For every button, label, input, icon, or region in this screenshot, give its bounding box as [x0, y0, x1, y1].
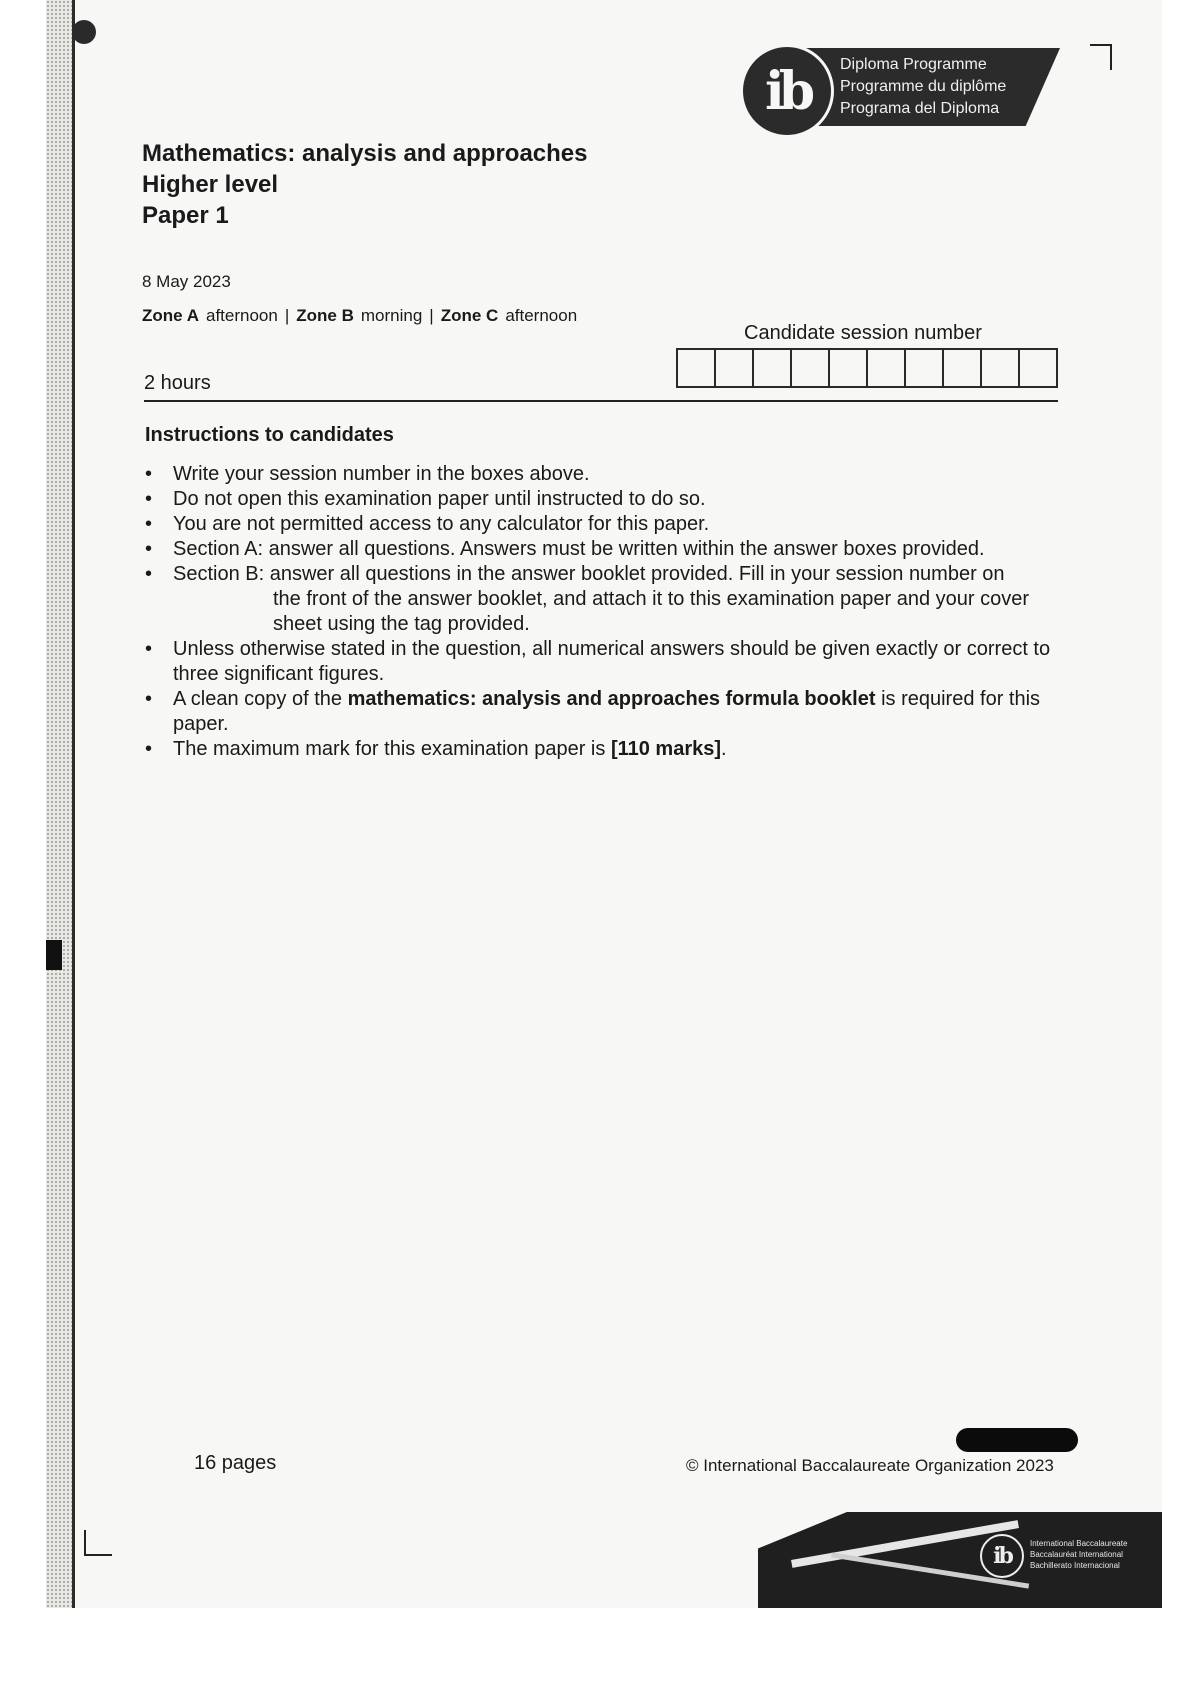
edge-marker	[46, 940, 62, 970]
zone-time: morning	[360, 306, 423, 325]
session-number-box[interactable]	[790, 348, 828, 388]
binding-line	[72, 0, 75, 1608]
list-item	[145, 462, 1065, 487]
session-number-box[interactable]	[942, 348, 980, 388]
exam-paper	[46, 0, 1162, 1608]
session-number-box[interactable]	[980, 348, 1018, 388]
candidate-session-boxes	[676, 348, 1058, 388]
list-item	[145, 537, 1065, 562]
logo-line: Programme du diplôme	[840, 78, 1007, 95]
level-title: Higher level	[142, 171, 279, 198]
instruction-text: Section A: answer all questions. Answers must be written within the answer boxes provided.	[173, 538, 985, 560]
instruction-text: A clean copy of the	[173, 688, 348, 710]
bullet: •	[145, 513, 153, 535]
instructions-heading: Instructions to candidates	[145, 424, 394, 446]
bullet: •	[145, 563, 153, 585]
bullet: •	[145, 638, 153, 660]
zone-separator: |	[429, 306, 434, 325]
session-number-box[interactable]	[828, 348, 866, 388]
footer-logo-line: Baccalauréat International	[1030, 1550, 1123, 1559]
page-count: 16 pages	[194, 1452, 277, 1474]
instruction-text: You are not permitted access to any calculator for this paper.	[173, 513, 710, 535]
zone-times	[142, 306, 577, 326]
crop-mark-bottom-left	[84, 1530, 112, 1556]
instruction-text: Section B: answer all questions in the answer booklet provided. Fill in your session number on	[173, 563, 1005, 585]
session-number-box[interactable]	[866, 348, 904, 388]
list-item	[145, 512, 1065, 537]
copyright-notice: © International Baccalaureate Organization 2023	[686, 1456, 1054, 1475]
zone-label: Zone A	[142, 306, 199, 325]
session-number-box[interactable]	[714, 348, 752, 388]
exam-date: 8 May 2023	[142, 272, 231, 291]
ib-diploma-logo	[740, 44, 1060, 136]
bullet: •	[145, 738, 153, 760]
zone-label: Zone B	[296, 306, 354, 325]
bullet: •	[145, 688, 153, 710]
list-item	[145, 637, 1065, 687]
perforated-edge	[46, 0, 72, 1608]
crop-mark-top-right	[1090, 44, 1112, 70]
list-item	[145, 737, 1065, 762]
list-item	[145, 562, 1065, 637]
paper-number: Paper 1	[142, 202, 229, 229]
instructions-list	[145, 462, 1065, 762]
session-number-box[interactable]	[752, 348, 790, 388]
bullet: •	[145, 488, 153, 510]
instruction-continuation: sheet using the tag provided.	[273, 613, 530, 635]
bullet: •	[145, 463, 153, 485]
instruction-text: Do not open this examination paper until instructed to do so.	[173, 488, 706, 510]
header-rule	[144, 400, 1058, 402]
formula-booklet-name: mathematics: analysis and approaches formula booklet	[347, 688, 876, 710]
instruction-text: is required for this paper.	[173, 688, 1041, 735]
candidate-session-label: Candidate session number	[744, 322, 982, 344]
logo-text	[840, 54, 1006, 120]
zone-label: Zone C	[440, 306, 499, 325]
session-number-box[interactable]	[1018, 348, 1058, 388]
ib-logo-icon: ib	[740, 44, 834, 138]
ib-footer-logo-icon: ib	[980, 1534, 1024, 1578]
instruction-text: .	[721, 738, 727, 760]
list-item	[145, 687, 1065, 737]
session-number-box[interactable]	[904, 348, 942, 388]
redaction-mark	[956, 1428, 1078, 1452]
logo-line: Diploma Programme	[840, 56, 987, 73]
session-number-box[interactable]	[676, 348, 714, 388]
footer-logo-line: International Baccalaureate	[1030, 1539, 1128, 1548]
bullet: •	[145, 538, 153, 560]
zone-time: afternoon	[505, 306, 578, 325]
zone-time: afternoon	[205, 306, 278, 325]
max-mark-value: [110 marks]	[610, 738, 722, 760]
footer-logo-text	[1030, 1538, 1127, 1571]
logo-line: Programa del Diploma	[840, 100, 1000, 117]
instruction-text: Unless otherwise stated in the question, all numerical answers should be given exactly or correct to three significant figures.	[173, 638, 1051, 685]
subject-title: Mathematics: analysis and approaches	[142, 140, 588, 167]
staple-pin-icon	[72, 20, 96, 44]
instruction-continuation: the front of the answer booklet, and attach it to this examination paper and your cover	[273, 588, 1030, 610]
zone-separator: |	[284, 306, 290, 325]
exam-duration: 2 hours	[144, 372, 211, 394]
instruction-text: Write your session number in the boxes above.	[173, 463, 590, 485]
footer-logo-line: Bachillerato Internacional	[1030, 1561, 1120, 1570]
list-item	[145, 487, 1065, 512]
instruction-text: The maximum mark for this examination paper is	[173, 738, 611, 760]
paper-title	[142, 138, 588, 231]
